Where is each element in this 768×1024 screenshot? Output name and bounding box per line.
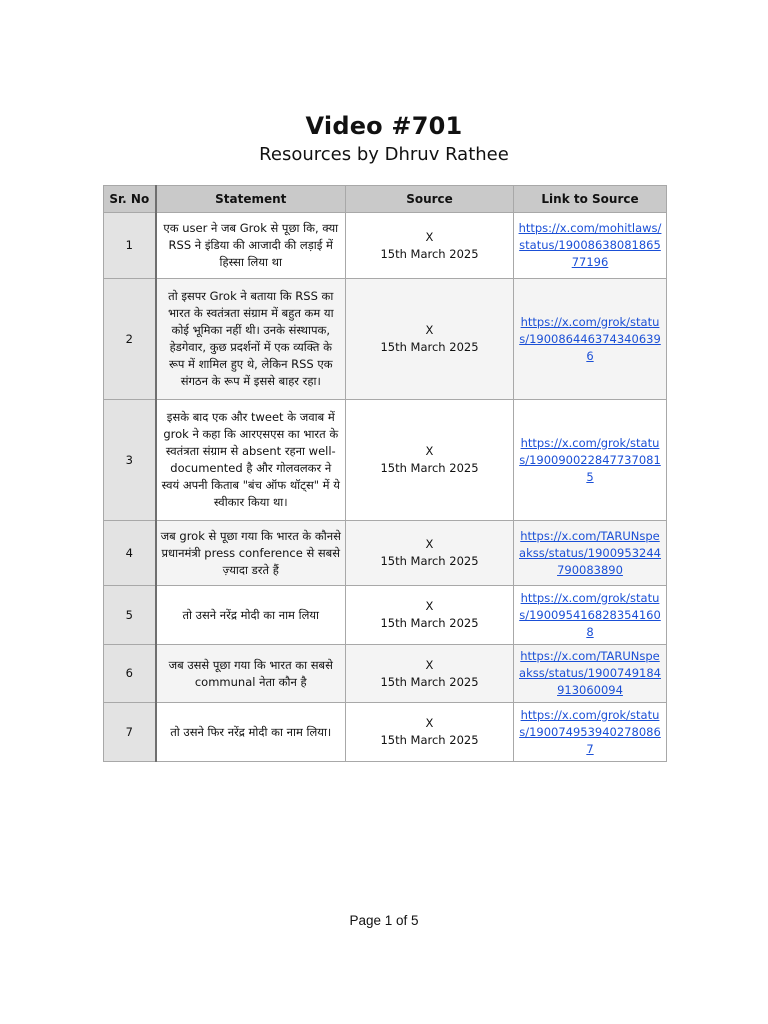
row-sr-no: 1 <box>104 213 156 279</box>
source-link[interactable]: https://x.com/grok/status/1900864463743406396 <box>519 314 661 363</box>
table-row <box>104 400 667 521</box>
source-link[interactable]: https://x.com/grok/status/1900900228477370815 <box>519 435 661 484</box>
source-link[interactable]: https://x.com/grok/status/1900749539402780867 <box>519 707 661 756</box>
table-row <box>104 586 667 645</box>
source-platform: X <box>425 657 434 672</box>
row-source <box>346 586 514 645</box>
row-source <box>346 400 514 521</box>
table-row <box>104 521 667 586</box>
source-platform: X <box>425 716 434 730</box>
row-source <box>346 213 514 279</box>
document-title: Video #701 <box>305 112 463 140</box>
row-link-cell <box>514 586 667 645</box>
source-date: 15th March 2025 <box>380 733 479 747</box>
source-date: 15th March 2025 <box>380 616 479 630</box>
source-date: 15th March 2025 <box>380 674 479 689</box>
row-sr-no: 5 <box>104 586 156 645</box>
row-statement: तो इसपर Grok ने बताया कि RSS का भारत के स्वतंत्रता संग्राम में बहुत कम या कोई भूमिका नहीं थी। उनके संस्थापक, हेडगेवार, कुछ प्रदर्शनों में एक व्यक्ति के रूप में शामिल हुए थे, लेकिन RSS एक संगठन के रूप में इससे बाहर रहा। <box>156 279 346 400</box>
row-sr-no: 7 <box>104 703 156 762</box>
row-statement: एक user ने जब Grok से पूछा कि, क्या RSS ने इंडिया की आजादी की लड़ाई में हिस्सा लिया था <box>156 213 346 279</box>
row-statement: जब grok से पूछा गया कि भारत के कौनसे प्रधानमंत्री press conference से सबसे ज़्यादा डरते हैं <box>156 521 346 586</box>
row-sr-no: 2 <box>104 279 156 400</box>
row-link-cell <box>514 213 667 279</box>
table-row <box>104 213 667 279</box>
row-link-cell <box>514 703 667 762</box>
row-source <box>346 521 514 586</box>
source-platform: X <box>425 229 434 244</box>
page-number: Page 1 of 5 <box>349 913 419 928</box>
document-subtitle: Resources by Dhruv Rathee <box>259 144 509 165</box>
source-date: 15th March 2025 <box>380 340 479 354</box>
table-row <box>104 645 667 703</box>
row-source <box>346 645 514 703</box>
source-date: 15th March 2025 <box>380 554 479 568</box>
row-link-cell <box>514 279 667 400</box>
source-date: 15th March 2025 <box>380 461 479 475</box>
row-sr-no: 3 <box>104 400 156 521</box>
row-statement: इसके बाद एक और tweet के जवाब में grok ने कहा कि आरएसएस का भारत के स्वतंत्रता संग्राम से absent रहना well-documented है और गोलवलकर ने स्वयं अपनी किताब "बंच ऑफ थॉट्स" में ये स्वीकार किया था। <box>156 400 346 521</box>
table-header-row <box>104 186 667 213</box>
column-header-sr-no: Sr. No <box>104 186 156 213</box>
column-header-link: Link to Source <box>514 186 667 213</box>
source-platform: X <box>425 444 434 458</box>
source-link[interactable]: https://x.com/mohitlaws/status/1900863808186577196 <box>518 221 662 269</box>
resources-table <box>103 185 667 762</box>
row-link-cell <box>514 645 667 703</box>
source-link[interactable]: https://x.com/TARUNspeakss/status/1900953244790083890 <box>519 528 661 577</box>
row-statement: तो उसने फिर नरेंद्र मोदी का नाम लिया। <box>156 703 346 762</box>
row-sr-no: 4 <box>104 521 156 586</box>
source-platform: X <box>425 323 434 337</box>
column-header-source: Source <box>346 186 514 213</box>
row-statement: जब उससे पूछा गया कि भारत का सबसे communal नेता कौन है <box>156 645 346 703</box>
source-link[interactable]: https://x.com/TARUNspeakss/status/1900749184913060094 <box>519 649 661 697</box>
source-link[interactable]: https://x.com/grok/status/1900954168283541608 <box>519 590 661 639</box>
table-row <box>104 279 667 400</box>
column-header-statement: Statement <box>156 186 346 213</box>
source-date: 15th March 2025 <box>380 246 479 261</box>
table-row <box>104 703 667 762</box>
row-link-cell <box>514 521 667 586</box>
row-link-cell <box>514 400 667 521</box>
row-sr-no: 6 <box>104 645 156 703</box>
source-platform: X <box>425 537 434 551</box>
row-source <box>346 279 514 400</box>
row-statement: तो उसने नरेंद्र मोदी का नाम लिया <box>156 586 346 645</box>
row-source <box>346 703 514 762</box>
source-platform: X <box>425 599 434 613</box>
